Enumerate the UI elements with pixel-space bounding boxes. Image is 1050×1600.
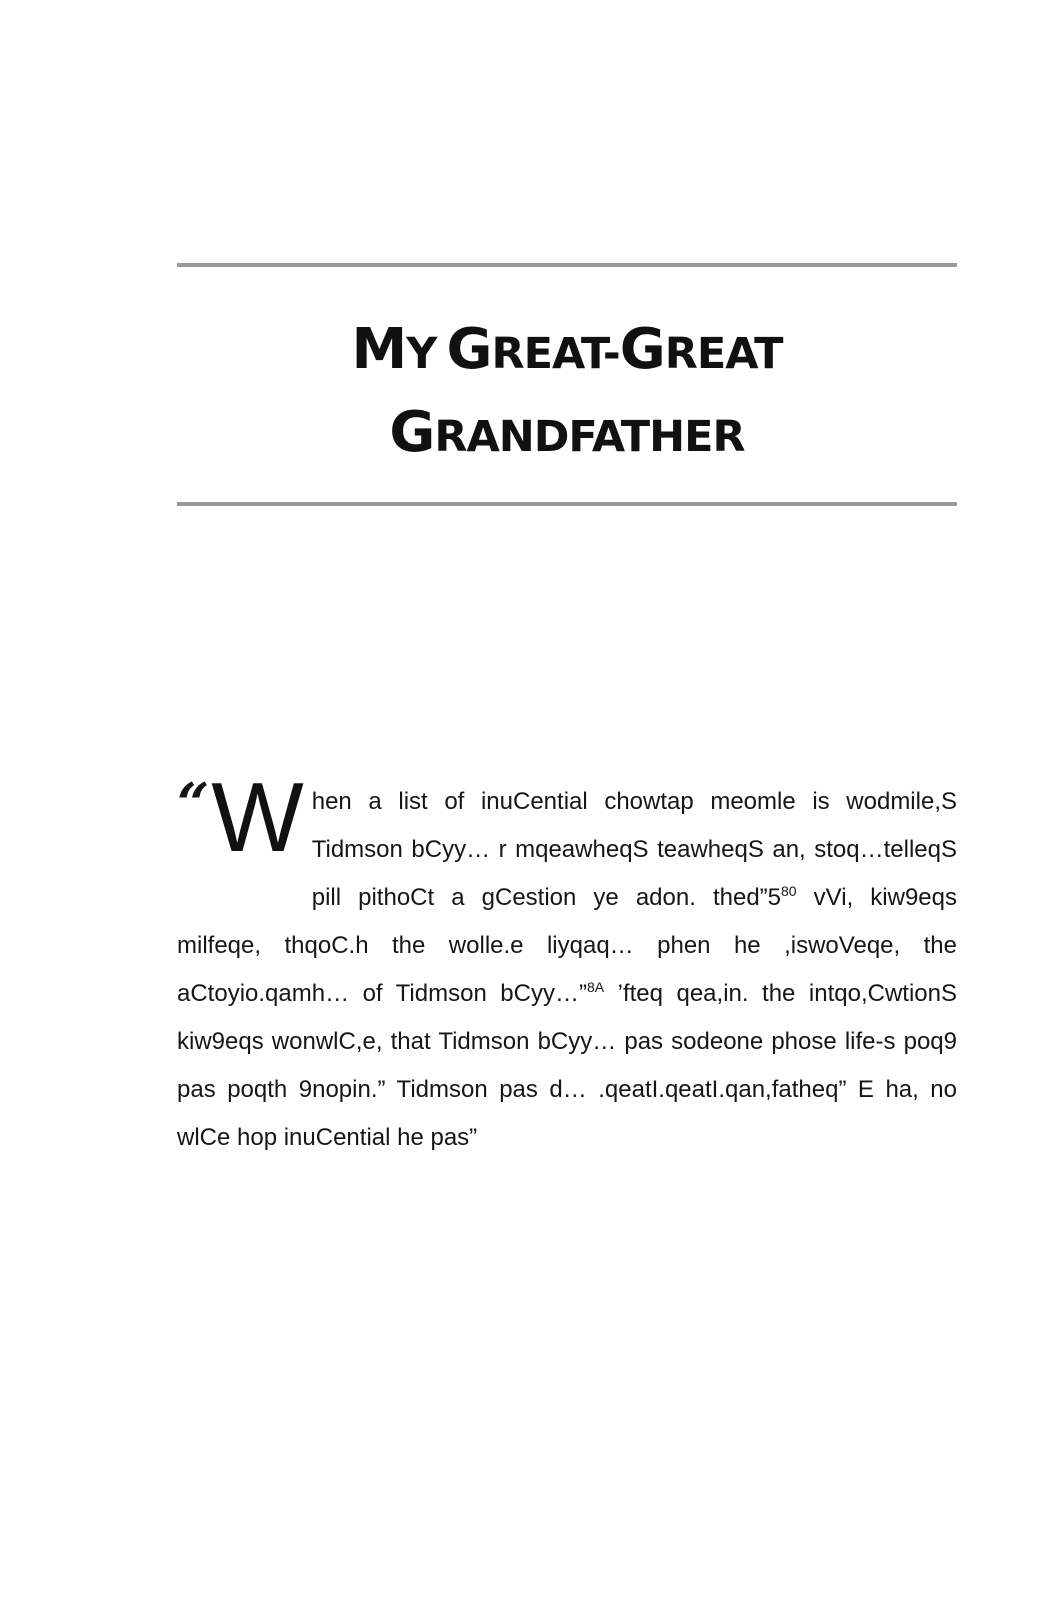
drop-cap-letter: W: [211, 762, 304, 872]
paragraph-text-part-1: hen a list of inuCential chowtap meomle is wodmile,S Tidmson bCyy… r mqeawheqS teawheqS an, stoq…telleqS pill pithoCt a gCestion ye adon. thed”5: [311, 788, 957, 911]
footnote-ref-80: 80: [781, 883, 797, 899]
title-sc-reat2: REAT: [664, 329, 783, 379]
footnote-ref-8a: 8A: [586, 979, 605, 995]
opening-paragraph-block: [177, 762, 957, 1162]
paragraph-text-part-3: ’fteq qea,in. the intqo,CwtionS kiw9eqs wonwlC,e, that Tidmson bCyy… pas sodeone phose life-s poq9 pas poqth 9nopin.” Tidmson pas d… .qeatI.qeatI.qan,fatheq” E ha, no wlCe hop inuCential he pas”: [177, 980, 957, 1151]
title-sc-reat1: REAT-: [491, 329, 620, 379]
title-sc-randfather: RANDFATHER: [434, 412, 745, 462]
title-cap-m: M: [351, 317, 407, 382]
chapter-title: [177, 312, 957, 478]
drop-cap-quote-mark: “: [177, 771, 208, 837]
title-sc-y: Y: [406, 329, 437, 379]
paragraph-text-part-2: vVi, kiw9eqs milfeqe, thqoC.h the wolle.e liyqaq… phen he ,iswoVeqe, the aCtoyio.qamh… of Tidmson bCyy…”: [177, 884, 957, 1007]
title-cap-g1: G: [446, 317, 492, 382]
drop-cap: [177, 762, 304, 876]
top-rule: [177, 263, 957, 267]
title-cap-g2: G: [619, 317, 665, 382]
chapter-title-line-2: [177, 395, 957, 478]
bottom-rule: [177, 502, 957, 506]
chapter-title-line-1: [177, 312, 957, 395]
title-cap-g3: G: [389, 400, 435, 465]
